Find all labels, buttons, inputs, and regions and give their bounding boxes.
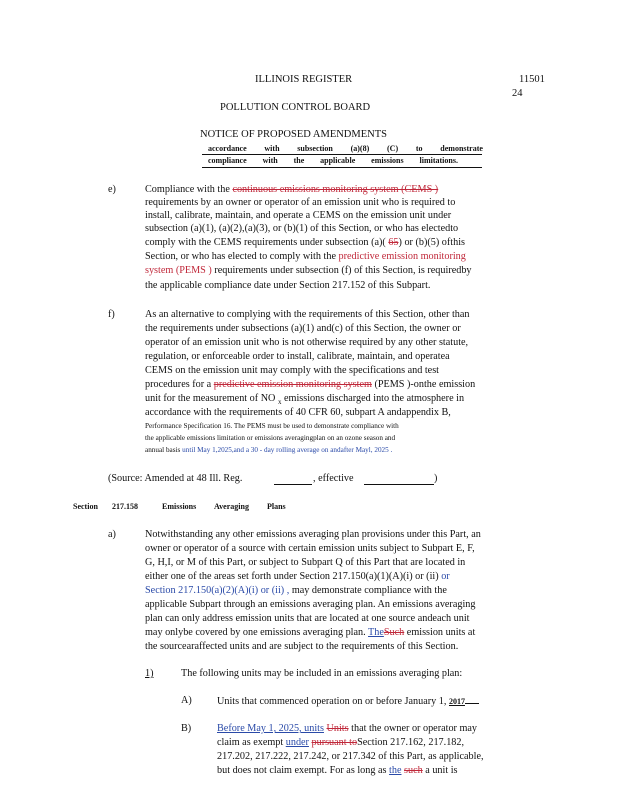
inserted-text: under [285, 737, 309, 748]
carryover-word: emissions [371, 156, 404, 165]
para-a-line: owner or operator of a source with certain emission units subject to Subpart E, F, [145, 543, 475, 554]
changed-text: predictive emission monitoring [338, 251, 466, 262]
para-a-line: may onlybe covered by one emissions averaging plan. TheSuch emission units at [145, 627, 476, 638]
item-b-label: B) [181, 723, 192, 734]
para-f-line: CEMS on the emission unit may comply with the specifications and test [145, 365, 439, 376]
inserted-text: Section 217.150(a)(2)(A)(i) or (ii) , [145, 585, 290, 596]
carryover-word: applicable [320, 156, 356, 165]
section-title-word: Averaging [214, 502, 249, 511]
carryover-line-2 [208, 156, 458, 165]
section-title-word: Plans [267, 502, 286, 511]
source-close: ) [434, 473, 438, 484]
para-a-line: G, H,I, or M of this Part, or subject to Subpart Q of this Part that are located in [145, 557, 466, 568]
page-number: 11501 [519, 74, 545, 85]
para-f-line: operator of an emission unit who is not otherwise required by any other statute, [145, 337, 469, 348]
para-f-line: Performance Specification 16. The PEMS must be used to demonstrate compliance with [145, 422, 399, 430]
deleted-text: such [404, 765, 423, 776]
para-a-line: either one of the areas set forth under Section 217.150(a)(1)(A)(i) or (ii) or [145, 571, 450, 582]
carryover-word: (a)(8) [350, 144, 370, 153]
para-e-line: system (PEMS ) requirements under subsection (f) of this Section, is requiredby [145, 265, 472, 276]
deleted-text: Units [326, 723, 349, 734]
carryover-rule-2 [202, 167, 482, 168]
item-b-line: but does not claim exempt. For as long as the such a unit is [217, 765, 458, 776]
item-a-year: 2017 [448, 697, 465, 706]
carryover-word: the [293, 156, 305, 165]
item-a-label: A) [181, 695, 192, 706]
section-label: Section [73, 502, 98, 511]
item-b-line: Before May 1, 2025, units Units that the owner or operator may [217, 723, 478, 734]
notice-title: NOTICE OF PROPOSED AMENDMENTS [200, 129, 387, 140]
source-date-blank [364, 484, 434, 485]
para-e-line: requirements by an owner or operator of an emission unit who is required to [145, 197, 456, 208]
carryover-rule-1 [202, 154, 482, 155]
para-e-line: Section, or who has elected to comply with the predictive emission monitoring [145, 251, 466, 262]
source-effective: , effective [313, 473, 354, 484]
carryover-word: compliance [208, 156, 247, 165]
inserted-text: The [368, 627, 384, 638]
inserted-text: Before May 1, 2025, units [217, 723, 324, 734]
para-e-line: the applicable compliance date under Section 217.152 of this Subpart. [145, 280, 431, 291]
page-subnumber: 24 [512, 88, 523, 99]
subscript-x: x [277, 398, 282, 406]
para-a-line: the sourcearaffected units and are subject to the requirements of this Section. [145, 641, 459, 652]
deleted-text: pursuant to [311, 737, 358, 748]
source-reg-blank [274, 484, 312, 485]
deleted-text: Such [383, 627, 405, 638]
inserted-text: the [389, 765, 402, 776]
item-1-label: 1) [145, 668, 154, 679]
carryover-word: accordance [208, 144, 247, 153]
item-b-line: claim as exempt under pursuant toSection 217.162, 217.182, [217, 737, 465, 748]
para-a-label: a) [108, 529, 116, 540]
carryover-line-1 [208, 144, 483, 153]
para-f-line: the applicable emissions limitation or emissions averagingplan on an ozone season and [145, 434, 396, 442]
inserted-text: until May 1,2025,and a 30 - day rolling average on andafter Mayl, 2025 . [182, 446, 393, 454]
para-e-label: e) [108, 184, 116, 195]
changed-text: system (PEMS ) [145, 265, 212, 276]
source-note: (Source: Amended at 48 Ill. Reg. [108, 473, 243, 484]
para-f-label: f) [108, 309, 115, 320]
deleted-text: predictive emission monitoring system [213, 379, 372, 390]
para-f-line: As an alternative to complying with the requirements of this Section, other than [145, 309, 470, 320]
para-f-line: unit for the measurement of NO $_x$ emissions discharged into the atmosphere in [145, 393, 465, 406]
para-a-line: plan can only address emission units that are located at one source andeach unit [145, 613, 470, 624]
carryover-word: with [262, 156, 278, 165]
deleted-text: 65 [388, 237, 399, 248]
board-title: POLLUTION CONTROL BOARD [220, 102, 371, 113]
para-f-line: regulation, or enforceable order to install, calibrate, maintain, and operatea [145, 351, 450, 362]
para-e-line: subsection (a)(1), (a)(2),(a)(3), or (b)(1) of this Section, or who has electedto [145, 223, 459, 234]
section-title-word: Emissions [162, 502, 197, 511]
carryover-word: with [264, 144, 280, 153]
para-a-line: Notwithstanding any other emissions averaging plan provisions under this Part, an [145, 529, 481, 540]
carryover-word: to [415, 144, 423, 153]
para-a-line: applicable Subpart through an emissions averaging plan. An emissions averaging [145, 599, 476, 610]
para-e-line: comply with the CEMS requirements under subsection (a)( 65) or (b)(5) ofthis [145, 237, 465, 248]
item-a-blank [465, 695, 479, 704]
section-number: 217.158 [112, 502, 138, 511]
para-f-line: procedures for a predictive emission monitoring system (PEMS )-onthe emission [145, 379, 476, 390]
para-e-line: Compliance with the continuous emissions monitoring system (CEMS ) [145, 184, 439, 195]
para-a-line: Section 217.150(a)(2)(A)(i) or (ii) , may demonstrate compliance with the [145, 585, 447, 596]
register-title: ILLINOIS REGISTER [255, 74, 353, 85]
item-b-line: 217.202, 217.222, 217.242, or 217.342 of this Part, as applicable, [217, 751, 484, 762]
para-f-line: the requirements under subsections (a)(1) and(c) of this Section, the owner or [145, 323, 461, 334]
para-f-line: accordance with the requirements of 40 CFR 60, subpart A andappendix B, [145, 407, 451, 418]
item-a-text: Units that commenced operation on or before January 1, 2017 [217, 695, 479, 709]
deleted-text: continuous emissions monitoring system (CEMS ) [232, 184, 439, 195]
carryover-word: (C) [387, 144, 399, 153]
para-f-line: annual basis until May 1,2025,and a 30 - day rolling average on andafter Mayl, 2025 . [145, 446, 393, 454]
carryover-word: demonstrate [440, 144, 483, 153]
para-e-line: install, calibrate, maintain, and operate a CEMS on the emission unit under [145, 210, 452, 221]
item-1-text: The following units may be included in an emissions averaging plan: [181, 668, 463, 679]
carryover-word: subsection [297, 144, 333, 153]
carryover-word: limitations. [419, 156, 458, 165]
inserted-text: or [441, 571, 450, 582]
